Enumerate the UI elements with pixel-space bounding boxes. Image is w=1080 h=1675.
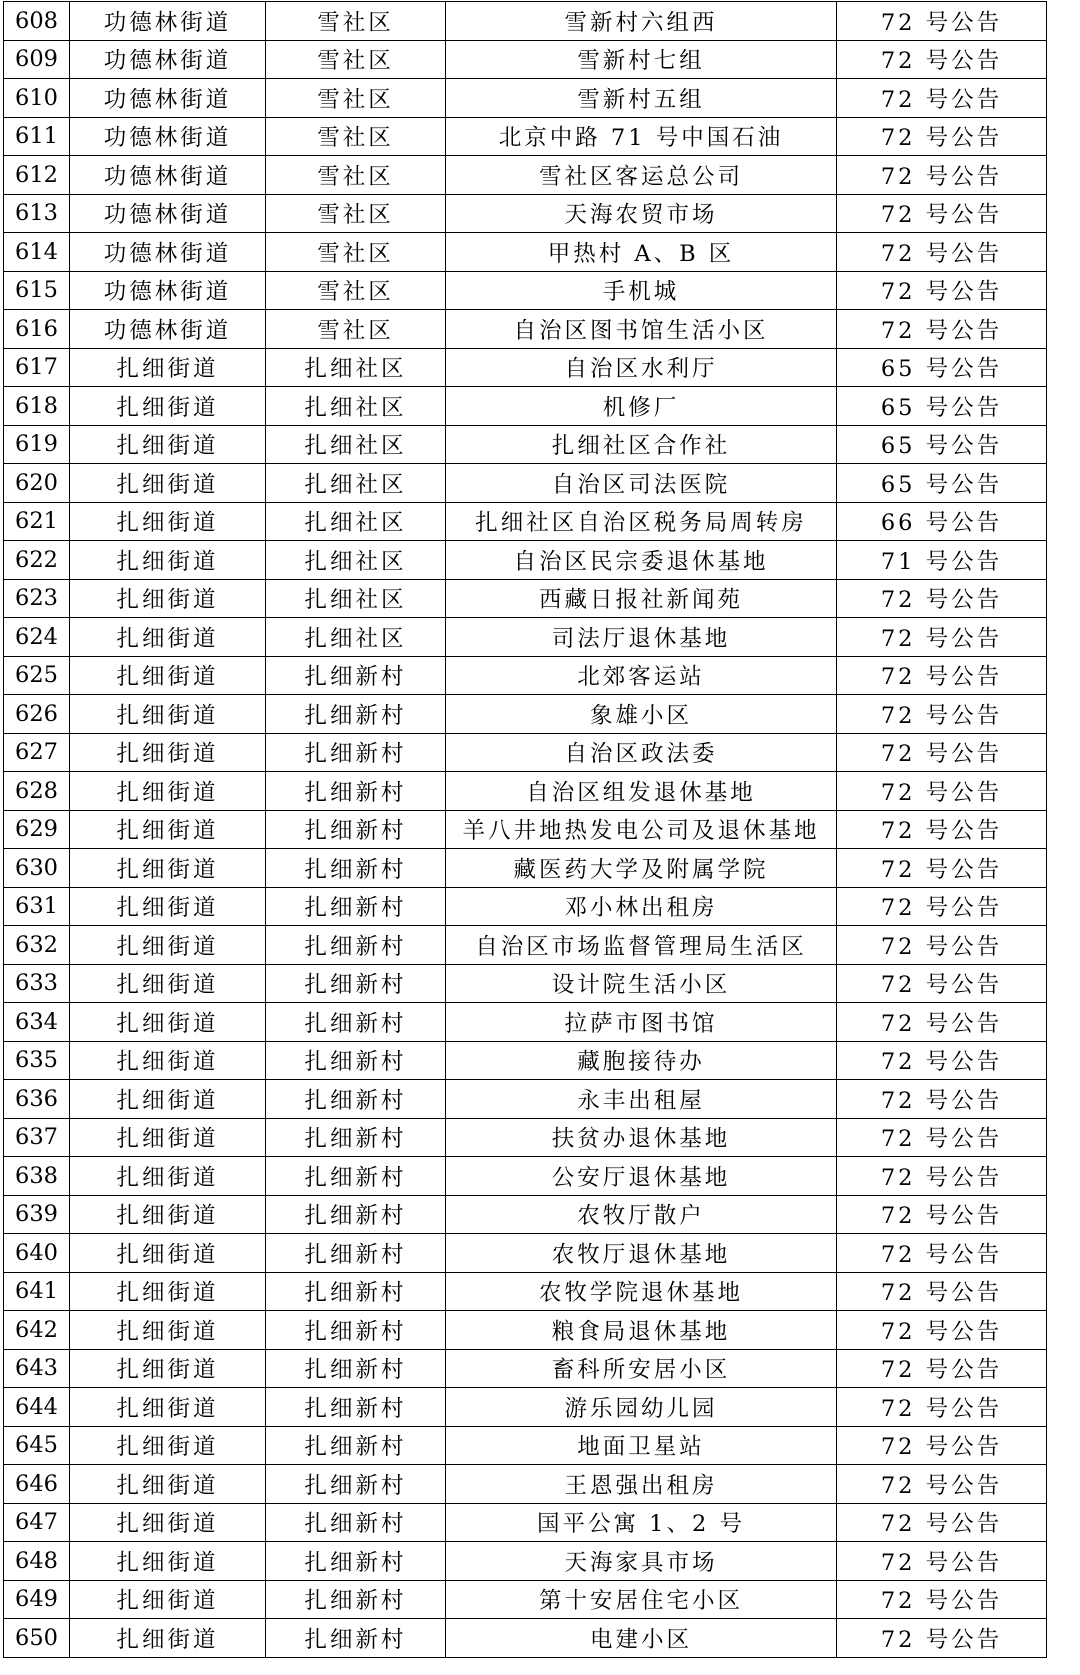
- community-cell: 扎细新村: [266, 964, 446, 1003]
- notice-cell: 72 号公告: [837, 194, 1047, 233]
- notice-cell: 72 号公告: [837, 810, 1047, 849]
- subdistrict-cell: 扎细街道: [70, 772, 266, 811]
- location-cell: 藏医药大学及附属学院: [446, 849, 837, 888]
- row-number-cell: 609: [4, 40, 70, 79]
- row-number-cell: 625: [4, 656, 70, 695]
- table-row: [4, 502, 1047, 541]
- notice-cell: 65 号公告: [837, 464, 1047, 503]
- notice-cell: 72 号公告: [837, 1503, 1047, 1542]
- row-number-cell: 614: [4, 233, 70, 272]
- row-number-cell: 613: [4, 194, 70, 233]
- row-number-cell: 647: [4, 1503, 70, 1542]
- subdistrict-cell: 功德林街道: [70, 156, 266, 195]
- community-cell: 扎细新村: [266, 772, 446, 811]
- community-cell: 扎细社区: [266, 618, 446, 657]
- community-cell: 雪社区: [266, 40, 446, 79]
- location-cell: 农牧厅散户: [446, 1195, 837, 1234]
- location-cell: 甲热村 A、B 区: [446, 233, 837, 272]
- location-cell: 扎细社区自治区税务局周转房: [446, 502, 837, 541]
- table-row: [4, 695, 1047, 734]
- subdistrict-cell: 扎细街道: [70, 1503, 266, 1542]
- community-cell: 雪社区: [266, 271, 446, 310]
- location-cell: 扎细社区合作社: [446, 425, 837, 464]
- community-cell: 扎细新村: [266, 810, 446, 849]
- table-row: [4, 117, 1047, 156]
- community-cell: 扎细新村: [266, 1041, 446, 1080]
- subdistrict-cell: 扎细街道: [70, 1041, 266, 1080]
- row-number-cell: 635: [4, 1041, 70, 1080]
- table-row: [4, 1349, 1047, 1388]
- subdistrict-cell: 扎细街道: [70, 1465, 266, 1504]
- table-row: [4, 425, 1047, 464]
- notice-cell: 72 号公告: [837, 40, 1047, 79]
- notice-cell: 72 号公告: [837, 117, 1047, 156]
- notice-cell: 72 号公告: [837, 310, 1047, 349]
- community-cell: 扎细新村: [266, 1272, 446, 1311]
- location-cell: 公安厅退休基地: [446, 1157, 837, 1196]
- community-cell: 扎细新村: [266, 733, 446, 772]
- subdistrict-cell: 扎细街道: [70, 1118, 266, 1157]
- table-row: [4, 964, 1047, 1003]
- table-row: [4, 310, 1047, 349]
- location-cell: 农牧厅退休基地: [446, 1234, 837, 1273]
- location-cell: 自治区政法委: [446, 733, 837, 772]
- table-row: [4, 233, 1047, 272]
- table-row: [4, 1003, 1047, 1042]
- notice-cell: 65 号公告: [837, 387, 1047, 426]
- row-number-cell: 621: [4, 502, 70, 541]
- row-number-cell: 624: [4, 618, 70, 657]
- table-row: [4, 1080, 1047, 1119]
- table-row: [4, 1388, 1047, 1427]
- subdistrict-cell: 扎细街道: [70, 1580, 266, 1619]
- row-number-cell: 618: [4, 387, 70, 426]
- row-number-cell: 649: [4, 1580, 70, 1619]
- notice-cell: 72 号公告: [837, 79, 1047, 118]
- location-cell: 邓小林出租房: [446, 887, 837, 926]
- subdistrict-cell: 扎细街道: [70, 1003, 266, 1042]
- table-row: [4, 810, 1047, 849]
- row-number-cell: 616: [4, 310, 70, 349]
- subdistrict-cell: 扎细街道: [70, 579, 266, 618]
- notice-cell: 72 号公告: [837, 1157, 1047, 1196]
- row-number-cell: 636: [4, 1080, 70, 1119]
- table-row: [4, 1118, 1047, 1157]
- notice-cell: 72 号公告: [837, 1388, 1047, 1427]
- row-number-cell: 628: [4, 772, 70, 811]
- location-cell: 第十安居住宅小区: [446, 1580, 837, 1619]
- notice-cell: 72 号公告: [837, 1041, 1047, 1080]
- row-number-cell: 638: [4, 1157, 70, 1196]
- row-number-cell: 619: [4, 425, 70, 464]
- notice-cell: 71 号公告: [837, 541, 1047, 580]
- location-cell: 雪新村六组西: [446, 2, 837, 41]
- subdistrict-cell: 扎细街道: [70, 1426, 266, 1465]
- subdistrict-cell: 扎细街道: [70, 618, 266, 657]
- table-row: [4, 1580, 1047, 1619]
- subdistrict-cell: 扎细街道: [70, 887, 266, 926]
- subdistrict-cell: 扎细街道: [70, 1349, 266, 1388]
- location-cell: 国平公寓 1、2 号: [446, 1503, 837, 1542]
- subdistrict-cell: 扎细街道: [70, 1619, 266, 1658]
- location-cell: 农牧学院退休基地: [446, 1272, 837, 1311]
- row-number-cell: 610: [4, 79, 70, 118]
- table-row: [4, 271, 1047, 310]
- subdistrict-cell: 扎细街道: [70, 1311, 266, 1350]
- community-cell: 扎细社区: [266, 464, 446, 503]
- subdistrict-cell: 扎细街道: [70, 1272, 266, 1311]
- table-row: [4, 1542, 1047, 1581]
- notice-cell: 65 号公告: [837, 348, 1047, 387]
- table-body: [4, 2, 1047, 1658]
- table-row: [4, 464, 1047, 503]
- location-cell: 北京中路 71 号中国石油: [446, 117, 837, 156]
- table-row: [4, 1426, 1047, 1465]
- row-number-cell: 639: [4, 1195, 70, 1234]
- subdistrict-cell: 扎细街道: [70, 387, 266, 426]
- location-cell: 天海农贸市场: [446, 194, 837, 233]
- location-cell: 羊八井地热发电公司及退休基地: [446, 810, 837, 849]
- community-cell: 扎细新村: [266, 656, 446, 695]
- subdistrict-cell: 扎细街道: [70, 810, 266, 849]
- location-cell: 雪新村七组: [446, 40, 837, 79]
- table-row: [4, 1041, 1047, 1080]
- row-number-cell: 637: [4, 1118, 70, 1157]
- location-cell: 地面卫星站: [446, 1426, 837, 1465]
- row-number-cell: 617: [4, 348, 70, 387]
- table-row: [4, 772, 1047, 811]
- notice-cell: 72 号公告: [837, 1619, 1047, 1658]
- row-number-cell: 629: [4, 810, 70, 849]
- community-cell: 扎细新村: [266, 695, 446, 734]
- document-table: [3, 1, 1047, 1658]
- row-number-cell: 642: [4, 1311, 70, 1350]
- row-number-cell: 623: [4, 579, 70, 618]
- table-row: [4, 849, 1047, 888]
- community-cell: 扎细社区: [266, 425, 446, 464]
- subdistrict-cell: 扎细街道: [70, 541, 266, 580]
- location-cell: 设计院生活小区: [446, 964, 837, 1003]
- subdistrict-cell: 功德林街道: [70, 233, 266, 272]
- location-cell: 机修厂: [446, 387, 837, 426]
- location-cell: 自治区市场监督管理局生活区: [446, 926, 837, 965]
- row-number-cell: 641: [4, 1272, 70, 1311]
- community-cell: 雪社区: [266, 194, 446, 233]
- community-cell: 扎细新村: [266, 1003, 446, 1042]
- notice-cell: 72 号公告: [837, 849, 1047, 888]
- community-cell: 扎细新村: [266, 1118, 446, 1157]
- community-cell: 扎细新村: [266, 1234, 446, 1273]
- community-cell: 扎细社区: [266, 541, 446, 580]
- notice-cell: 72 号公告: [837, 1080, 1047, 1119]
- notice-cell: 72 号公告: [837, 926, 1047, 965]
- location-cell: 游乐园幼儿园: [446, 1388, 837, 1427]
- subdistrict-cell: 扎细街道: [70, 1195, 266, 1234]
- location-cell: 扶贫办退休基地: [446, 1118, 837, 1157]
- community-cell: 扎细新村: [266, 1349, 446, 1388]
- row-number-cell: 640: [4, 1234, 70, 1273]
- table-row: [4, 1272, 1047, 1311]
- row-number-cell: 646: [4, 1465, 70, 1504]
- notice-cell: 72 号公告: [837, 1426, 1047, 1465]
- subdistrict-cell: 扎细街道: [70, 656, 266, 695]
- notice-cell: 72 号公告: [837, 695, 1047, 734]
- row-number-cell: 650: [4, 1619, 70, 1658]
- table-row: [4, 194, 1047, 233]
- subdistrict-cell: 扎细街道: [70, 1234, 266, 1273]
- community-cell: 扎细新村: [266, 1388, 446, 1427]
- notice-cell: 72 号公告: [837, 618, 1047, 657]
- table-row: [4, 348, 1047, 387]
- location-cell: 王恩强出租房: [446, 1465, 837, 1504]
- row-number-cell: 644: [4, 1388, 70, 1427]
- community-cell: 扎细新村: [266, 1580, 446, 1619]
- table-row: [4, 1465, 1047, 1504]
- notice-cell: 72 号公告: [837, 887, 1047, 926]
- row-number-cell: 633: [4, 964, 70, 1003]
- notice-cell: 72 号公告: [837, 1118, 1047, 1157]
- location-cell: 拉萨市图书馆: [446, 1003, 837, 1042]
- notice-cell: 72 号公告: [837, 156, 1047, 195]
- row-number-cell: 631: [4, 887, 70, 926]
- table-row: [4, 387, 1047, 426]
- notice-cell: 72 号公告: [837, 1349, 1047, 1388]
- location-cell: 自治区水利厅: [446, 348, 837, 387]
- table-row: [4, 733, 1047, 772]
- subdistrict-cell: 扎细街道: [70, 1388, 266, 1427]
- community-cell: 扎细新村: [266, 1080, 446, 1119]
- row-number-cell: 620: [4, 464, 70, 503]
- row-number-cell: 612: [4, 156, 70, 195]
- notice-cell: 72 号公告: [837, 1311, 1047, 1350]
- location-cell: 永丰出租屋: [446, 1080, 837, 1119]
- subdistrict-cell: 功德林街道: [70, 271, 266, 310]
- table-row: [4, 1503, 1047, 1542]
- community-cell: 扎细社区: [266, 579, 446, 618]
- subdistrict-cell: 扎细街道: [70, 926, 266, 965]
- community-cell: 扎细新村: [266, 926, 446, 965]
- location-cell: 司法厅退休基地: [446, 618, 837, 657]
- table-row: [4, 1619, 1047, 1658]
- notice-cell: 72 号公告: [837, 2, 1047, 41]
- community-cell: 扎细社区: [266, 348, 446, 387]
- community-cell: 雪社区: [266, 310, 446, 349]
- row-number-cell: 632: [4, 926, 70, 965]
- notice-cell: 72 号公告: [837, 1465, 1047, 1504]
- community-cell: 扎细新村: [266, 1503, 446, 1542]
- notice-cell: 72 号公告: [837, 1272, 1047, 1311]
- notice-cell: 72 号公告: [837, 579, 1047, 618]
- table-row: [4, 887, 1047, 926]
- subdistrict-cell: 扎细街道: [70, 1080, 266, 1119]
- location-cell: 雪新村五组: [446, 79, 837, 118]
- subdistrict-cell: 功德林街道: [70, 310, 266, 349]
- location-cell: 手机城: [446, 271, 837, 310]
- subdistrict-cell: 扎细街道: [70, 464, 266, 503]
- community-cell: 扎细社区: [266, 387, 446, 426]
- notice-cell: 66 号公告: [837, 502, 1047, 541]
- row-number-cell: 615: [4, 271, 70, 310]
- location-cell: 自治区民宗委退休基地: [446, 541, 837, 580]
- notice-cell: 72 号公告: [837, 1003, 1047, 1042]
- subdistrict-cell: 扎细街道: [70, 849, 266, 888]
- location-cell: 电建小区: [446, 1619, 837, 1658]
- notice-cell: 65 号公告: [837, 425, 1047, 464]
- community-cell: 扎细新村: [266, 1465, 446, 1504]
- subdistrict-cell: 扎细街道: [70, 733, 266, 772]
- location-cell: 雪社区客运总公司: [446, 156, 837, 195]
- row-number-cell: 626: [4, 695, 70, 734]
- subdistrict-cell: 功德林街道: [70, 79, 266, 118]
- location-cell: 粮食局退休基地: [446, 1311, 837, 1350]
- community-cell: 扎细新村: [266, 1619, 446, 1658]
- community-cell: 雪社区: [266, 233, 446, 272]
- table-row: [4, 656, 1047, 695]
- community-cell: 扎细新村: [266, 1542, 446, 1581]
- community-cell: 扎细社区: [266, 502, 446, 541]
- subdistrict-cell: 扎细街道: [70, 1542, 266, 1581]
- community-cell: 扎细新村: [266, 1157, 446, 1196]
- subdistrict-cell: 功德林街道: [70, 2, 266, 41]
- row-number-cell: 643: [4, 1349, 70, 1388]
- notice-cell: 72 号公告: [837, 233, 1047, 272]
- subdistrict-cell: 功德林街道: [70, 40, 266, 79]
- notice-cell: 72 号公告: [837, 964, 1047, 1003]
- location-cell: 象雄小区: [446, 695, 837, 734]
- table-row: [4, 541, 1047, 580]
- community-cell: 雪社区: [266, 2, 446, 41]
- table-row: [4, 2, 1047, 41]
- location-cell: 西藏日报社新闻苑: [446, 579, 837, 618]
- row-number-cell: 648: [4, 1542, 70, 1581]
- notice-cell: 72 号公告: [837, 733, 1047, 772]
- row-number-cell: 608: [4, 2, 70, 41]
- subdistrict-cell: 功德林街道: [70, 117, 266, 156]
- table-row: [4, 1195, 1047, 1234]
- table-row: [4, 79, 1047, 118]
- row-number-cell: 622: [4, 541, 70, 580]
- subdistrict-cell: 扎细街道: [70, 425, 266, 464]
- subdistrict-cell: 扎细街道: [70, 502, 266, 541]
- table-row: [4, 579, 1047, 618]
- subdistrict-cell: 功德林街道: [70, 194, 266, 233]
- notice-cell: 72 号公告: [837, 1542, 1047, 1581]
- community-cell: 雪社区: [266, 117, 446, 156]
- location-cell: 自治区图书馆生活小区: [446, 310, 837, 349]
- row-number-cell: 645: [4, 1426, 70, 1465]
- table-row: [4, 926, 1047, 965]
- community-cell: 扎细新村: [266, 849, 446, 888]
- location-cell: 自治区司法医院: [446, 464, 837, 503]
- community-cell: 扎细新村: [266, 1426, 446, 1465]
- table-row: [4, 618, 1047, 657]
- table-row: [4, 1234, 1047, 1273]
- subdistrict-cell: 扎细街道: [70, 1157, 266, 1196]
- table-row: [4, 1157, 1047, 1196]
- community-cell: 扎细新村: [266, 1311, 446, 1350]
- row-number-cell: 630: [4, 849, 70, 888]
- row-number-cell: 611: [4, 117, 70, 156]
- notice-cell: 72 号公告: [837, 772, 1047, 811]
- row-number-cell: 627: [4, 733, 70, 772]
- table-row: [4, 1311, 1047, 1350]
- subdistrict-cell: 扎细街道: [70, 964, 266, 1003]
- location-cell: 畜科所安居小区: [446, 1349, 837, 1388]
- community-cell: 雪社区: [266, 79, 446, 118]
- location-cell: 北郊客运站: [446, 656, 837, 695]
- community-cell: 扎细新村: [266, 887, 446, 926]
- subdistrict-cell: 扎细街道: [70, 695, 266, 734]
- notice-cell: 72 号公告: [837, 271, 1047, 310]
- location-cell: 藏胞接待办: [446, 1041, 837, 1080]
- community-cell: 雪社区: [266, 156, 446, 195]
- notice-cell: 72 号公告: [837, 656, 1047, 695]
- community-cell: 扎细新村: [266, 1195, 446, 1234]
- row-number-cell: 634: [4, 1003, 70, 1042]
- subdistrict-cell: 扎细街道: [70, 348, 266, 387]
- table-row: [4, 156, 1047, 195]
- table-row: [4, 40, 1047, 79]
- location-cell: 自治区组发退休基地: [446, 772, 837, 811]
- notice-cell: 72 号公告: [837, 1234, 1047, 1273]
- notice-cell: 72 号公告: [837, 1580, 1047, 1619]
- notice-cell: 72 号公告: [837, 1195, 1047, 1234]
- location-cell: 天海家具市场: [446, 1542, 837, 1581]
